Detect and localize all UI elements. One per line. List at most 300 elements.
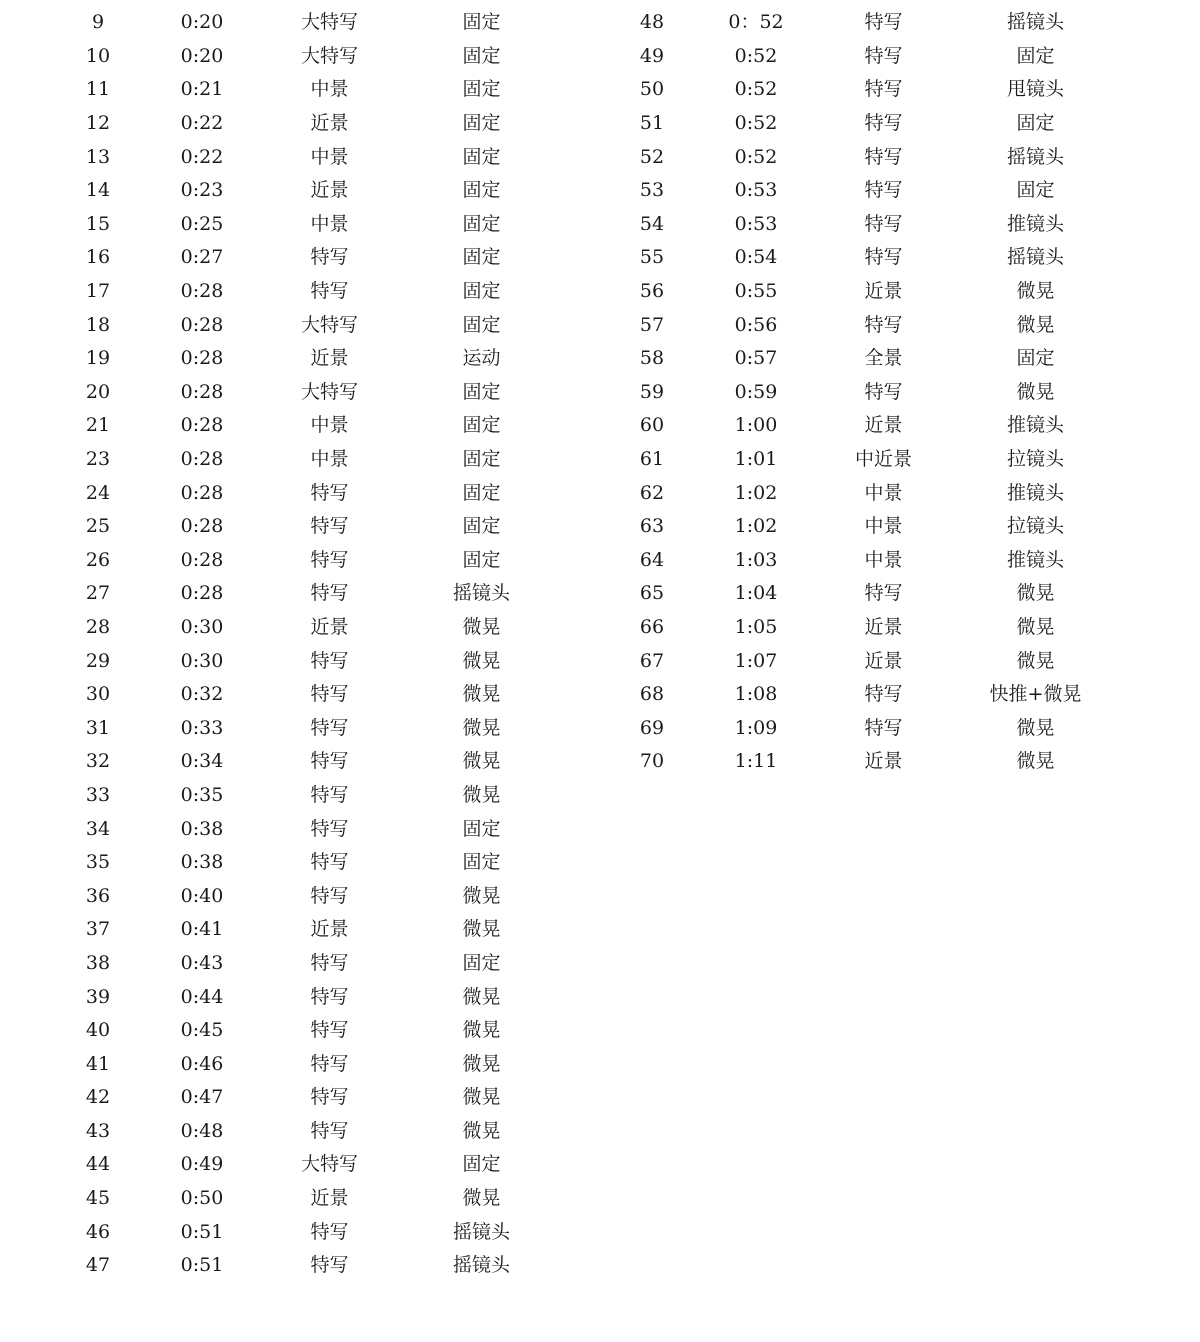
camera-movement-cell: 固定 [462, 280, 501, 303]
shot-size-cell: 中景 [310, 448, 349, 471]
table-row [44, 980, 556, 1014]
timecode-cell: 0:38 [180, 817, 224, 840]
camera-movement-cell: 拉镜头 [1006, 515, 1064, 538]
shot-size-cell: 特写 [310, 246, 349, 269]
table-row [44, 577, 556, 611]
shot-number-cell: 10 [85, 44, 111, 67]
camera-movement-cell: 固定 [1016, 44, 1055, 67]
table-row [44, 1014, 556, 1048]
table-row [44, 1249, 556, 1283]
camera-movement-cell: 微晃 [1016, 615, 1055, 638]
shot-number-cell: 64 [639, 548, 665, 571]
shot-size-cell: 中景 [310, 78, 349, 101]
camera-movement-cell: 微晃 [462, 884, 501, 907]
table-row [44, 174, 556, 208]
timecode-cell: 0:28 [180, 448, 224, 471]
shot-number-cell: 52 [639, 145, 665, 168]
timecode-cell: 1:03 [734, 548, 778, 571]
table-row [598, 208, 1110, 242]
table-row [44, 241, 556, 275]
shot-number-cell: 28 [85, 615, 111, 638]
camera-movement-cell: 微晃 [462, 1086, 501, 1109]
camera-movement-cell: 快推+微晃 [989, 683, 1082, 706]
shot-size-cell: 特写 [310, 1019, 349, 1042]
table-row [44, 1182, 556, 1216]
timecode-cell: 0:27 [180, 246, 224, 269]
timecode-cell: 0:21 [180, 78, 224, 101]
camera-movement-cell: 固定 [462, 515, 501, 538]
shot-size-cell: 中景 [864, 548, 903, 571]
shot-number-cell: 46 [85, 1220, 111, 1243]
camera-movement-cell: 微晃 [1016, 280, 1055, 303]
camera-movement-cell: 固定 [462, 11, 501, 34]
table-row [44, 342, 556, 376]
timecode-cell: 0:23 [180, 179, 224, 202]
camera-movement-cell: 微晃 [1016, 750, 1055, 773]
table-row [44, 544, 556, 578]
shot-number-cell: 51 [639, 112, 665, 135]
table-row [44, 308, 556, 342]
shot-number-cell: 32 [85, 750, 111, 773]
shot-number-cell: 50 [639, 78, 665, 101]
table-row [44, 711, 556, 745]
timecode-cell: 0:54 [734, 246, 778, 269]
shot-size-cell: 特写 [864, 582, 903, 605]
table-row [44, 208, 556, 242]
shot-size-cell: 特写 [310, 851, 349, 874]
camera-movement-cell: 固定 [1016, 347, 1055, 370]
shot-size-cell: 特写 [864, 11, 903, 34]
shot-number-cell: 63 [639, 515, 665, 538]
camera-movement-cell: 微晃 [462, 716, 501, 739]
shot-number-cell: 62 [639, 481, 665, 504]
timecode-cell: 0:30 [180, 649, 224, 672]
shot-size-cell: 近景 [310, 112, 349, 135]
table-row [44, 644, 556, 678]
timecode-cell: 1:04 [734, 582, 778, 605]
timecode-cell: 1:08 [734, 683, 778, 706]
camera-movement-cell: 固定 [462, 851, 501, 874]
shot-size-cell: 全景 [864, 347, 903, 370]
timecode-cell: 0:51 [180, 1220, 224, 1243]
timecode-cell: 1:09 [734, 716, 778, 739]
shot-size-cell: 近景 [864, 414, 903, 437]
shot-number-cell: 54 [639, 212, 665, 235]
table-row [44, 73, 556, 107]
shot-number-cell: 68 [639, 683, 665, 706]
shot-number-cell: 53 [639, 179, 665, 202]
timecode-cell: 0:46 [180, 1052, 224, 1075]
timecode-cell: 0:38 [180, 851, 224, 874]
table-row [598, 40, 1110, 74]
timecode-cell: 0:53 [734, 179, 778, 202]
shot-number-cell: 37 [85, 918, 111, 941]
shot-size-cell: 中景 [310, 414, 349, 437]
shot-number-cell: 23 [85, 448, 111, 471]
shot-size-cell: 大特写 [300, 11, 358, 34]
timecode-cell: 0:20 [180, 44, 224, 67]
shot-size-cell: 特写 [310, 582, 349, 605]
timecode-cell: 0:28 [180, 347, 224, 370]
shot-size-cell: 特写 [310, 985, 349, 1008]
camera-movement-cell: 固定 [462, 951, 501, 974]
shot-number-cell: 15 [85, 212, 111, 235]
shot-size-cell: 特写 [310, 548, 349, 571]
shot-number-cell: 20 [85, 380, 111, 403]
timecode-cell: 0:52 [734, 44, 778, 67]
shot-size-cell: 特写 [864, 212, 903, 235]
table-row [44, 376, 556, 410]
shot-number-cell: 43 [85, 1119, 111, 1142]
camera-movement-cell: 固定 [462, 414, 501, 437]
timecode-cell: 0:28 [180, 380, 224, 403]
camera-movement-cell: 推镜头 [1006, 481, 1064, 504]
timecode-cell: 0:30 [180, 615, 224, 638]
camera-movement-cell: 摇镜头 [1006, 246, 1064, 269]
shot-size-cell: 特写 [310, 716, 349, 739]
timecode-cell: 0:45 [180, 1019, 224, 1042]
shot-number-cell: 17 [85, 280, 111, 303]
table-row [44, 779, 556, 813]
table-row [598, 241, 1110, 275]
shot-size-cell: 特写 [864, 716, 903, 739]
shot-number-cell: 38 [85, 951, 111, 974]
camera-movement-cell: 固定 [462, 448, 501, 471]
shot-number-cell: 13 [85, 145, 111, 168]
timecode-cell: 0:43 [180, 951, 224, 974]
shot-number-cell: 35 [85, 851, 111, 874]
timecode-cell: 0:35 [180, 783, 224, 806]
shot-size-cell: 近景 [864, 280, 903, 303]
table-row [598, 443, 1110, 477]
table-row [598, 107, 1110, 141]
table-row [598, 73, 1110, 107]
shot-number-cell: 34 [85, 817, 111, 840]
camera-movement-cell: 固定 [462, 44, 501, 67]
shot-size-cell: 中景 [310, 212, 349, 235]
table-row [598, 745, 1110, 779]
timecode-cell: 0:22 [180, 112, 224, 135]
camera-movement-cell: 运动 [462, 347, 501, 370]
camera-movement-cell: 固定 [462, 179, 501, 202]
shot-number-cell: 42 [85, 1086, 111, 1109]
timecode-cell: 0:59 [734, 380, 778, 403]
table-row [598, 544, 1110, 578]
camera-movement-cell: 微晃 [462, 1052, 501, 1075]
shot-size-cell: 中近景 [854, 448, 912, 471]
shot-number-cell: 40 [85, 1019, 111, 1042]
camera-movement-cell: 微晃 [1016, 313, 1055, 336]
shot-size-cell: 近景 [310, 615, 349, 638]
camera-movement-cell: 微晃 [462, 750, 501, 773]
shot-size-cell: 特写 [864, 179, 903, 202]
table-row [598, 577, 1110, 611]
camera-movement-cell: 摇镜头 [452, 1254, 510, 1277]
table-row [44, 678, 556, 712]
table-row [598, 409, 1110, 443]
shot-number-cell: 11 [85, 78, 111, 101]
shot-size-cell: 大特写 [300, 1153, 358, 1176]
shot-size-cell: 特写 [310, 649, 349, 672]
shot-size-cell: 近景 [310, 347, 349, 370]
camera-movement-cell: 固定 [462, 313, 501, 336]
camera-movement-cell: 固定 [1016, 112, 1055, 135]
timecode-cell: 0:32 [180, 683, 224, 706]
shot-size-cell: 近景 [864, 649, 903, 672]
table-row [44, 913, 556, 947]
shot-size-cell: 大特写 [300, 380, 358, 403]
shot-size-cell: 特写 [310, 783, 349, 806]
camera-movement-cell: 微晃 [1016, 380, 1055, 403]
shot-size-cell: 近景 [310, 179, 349, 202]
table-row [44, 1115, 556, 1149]
timecode-cell: 0:49 [180, 1153, 224, 1176]
shot-number-cell: 14 [85, 179, 111, 202]
timecode-cell: 1:11 [734, 750, 778, 773]
shot-size-cell: 中景 [864, 515, 903, 538]
shot-number-cell: 41 [85, 1052, 111, 1075]
timecode-cell: 0:52 [734, 112, 778, 135]
shot-number-cell: 39 [85, 985, 111, 1008]
timecode-cell: 0:28 [180, 548, 224, 571]
camera-movement-cell: 固定 [462, 481, 501, 504]
shot-size-cell: 近景 [310, 918, 349, 941]
camera-movement-cell: 微晃 [1016, 716, 1055, 739]
timecode-cell: 0:33 [180, 716, 224, 739]
shot-number-cell: 9 [91, 11, 105, 34]
shot-size-cell: 近景 [864, 750, 903, 773]
table-row [598, 140, 1110, 174]
table-row [44, 1047, 556, 1081]
camera-movement-cell: 微晃 [462, 1019, 501, 1042]
table-row [598, 174, 1110, 208]
shot-number-cell: 36 [85, 884, 111, 907]
camera-movement-cell: 固定 [462, 78, 501, 101]
shot-number-cell: 59 [639, 380, 665, 403]
timecode-cell: 0:40 [180, 884, 224, 907]
timecode-cell: 0:50 [180, 1187, 224, 1210]
shot-size-cell: 近景 [310, 1187, 349, 1210]
camera-movement-cell: 固定 [462, 145, 501, 168]
timecode-cell: 0:28 [180, 481, 224, 504]
table-row [44, 947, 556, 981]
shot-number-cell: 31 [85, 716, 111, 739]
table-row [44, 107, 556, 141]
table-row [44, 275, 556, 309]
table-row [598, 611, 1110, 645]
camera-movement-cell: 固定 [462, 112, 501, 135]
table-row [598, 678, 1110, 712]
shot-size-cell: 近景 [864, 615, 903, 638]
shot-number-cell: 60 [639, 414, 665, 437]
shot-number-cell: 30 [85, 683, 111, 706]
shot-number-cell: 67 [639, 649, 665, 672]
table-row [44, 476, 556, 510]
shot-number-cell: 57 [639, 313, 665, 336]
timecode-cell: 0:56 [734, 313, 778, 336]
timecode-cell: 1:07 [734, 649, 778, 672]
shot-number-cell: 18 [85, 313, 111, 336]
timecode-cell: 0:28 [180, 414, 224, 437]
timecode-cell: 0:55 [734, 280, 778, 303]
shot-number-cell: 19 [85, 347, 111, 370]
shot-table-right [598, 6, 1110, 779]
timecode-cell: 1:02 [734, 515, 778, 538]
camera-movement-cell: 摇镜头 [452, 1220, 510, 1243]
camera-movement-cell: 固定 [462, 817, 501, 840]
shot-number-cell: 33 [85, 783, 111, 806]
camera-movement-cell: 微晃 [462, 615, 501, 638]
camera-movement-cell: 摇镜头 [1006, 11, 1064, 34]
table-row [44, 409, 556, 443]
timecode-cell: 0:25 [180, 212, 224, 235]
shot-size-cell: 大特写 [300, 313, 358, 336]
shot-number-cell: 48 [639, 11, 665, 34]
camera-movement-cell: 固定 [462, 1153, 501, 1176]
shot-size-cell: 特写 [310, 1052, 349, 1075]
shot-number-cell: 25 [85, 515, 111, 538]
timecode-cell: 1:05 [734, 615, 778, 638]
shot-size-cell: 特写 [864, 78, 903, 101]
timecode-cell: 0:44 [180, 985, 224, 1008]
shot-size-cell: 特写 [310, 817, 349, 840]
timecode-cell: 0:48 [180, 1119, 224, 1142]
table-row [598, 644, 1110, 678]
shot-size-cell: 特写 [310, 1254, 349, 1277]
timecode-cell: 0:57 [734, 347, 778, 370]
timecode-cell: 1:00 [734, 414, 778, 437]
shot-size-cell: 特写 [310, 1086, 349, 1109]
shot-number-cell: 21 [85, 414, 111, 437]
timecode-cell: 0:28 [180, 582, 224, 605]
shot-size-cell: 特写 [864, 44, 903, 67]
camera-movement-cell: 微晃 [462, 649, 501, 672]
camera-movement-cell: 固定 [462, 380, 501, 403]
timecode-cell: 0:20 [180, 11, 224, 34]
table-row [44, 510, 556, 544]
timecode-cell: 0:28 [180, 280, 224, 303]
table-row [44, 812, 556, 846]
camera-movement-cell: 固定 [462, 246, 501, 269]
shot-number-cell: 55 [639, 246, 665, 269]
camera-movement-cell: 摇镜头 [1006, 145, 1064, 168]
camera-movement-cell: 推镜头 [1006, 548, 1064, 571]
shot-number-cell: 27 [85, 582, 111, 605]
shot-size-cell: 大特写 [300, 44, 358, 67]
camera-movement-cell: 微晃 [462, 683, 501, 706]
table-row [44, 611, 556, 645]
shot-size-cell: 特写 [864, 246, 903, 269]
timecode-cell: 0:28 [180, 313, 224, 336]
camera-movement-cell: 摇镜头 [452, 582, 510, 605]
shot-size-cell: 中景 [310, 145, 349, 168]
camera-movement-cell: 微晃 [1016, 582, 1055, 605]
timecode-cell: 0:53 [734, 212, 778, 235]
shot-number-cell: 56 [639, 280, 665, 303]
table-row [598, 275, 1110, 309]
camera-movement-cell: 微晃 [462, 783, 501, 806]
table-row [44, 1215, 556, 1249]
shot-size-cell: 中景 [864, 481, 903, 504]
shot-size-cell: 特写 [864, 145, 903, 168]
camera-movement-cell: 微晃 [462, 1187, 501, 1210]
table-row [44, 6, 556, 40]
shot-size-cell: 特写 [310, 1220, 349, 1243]
shot-number-cell: 12 [85, 112, 111, 135]
table-row [598, 376, 1110, 410]
camera-movement-cell: 固定 [1016, 179, 1055, 202]
table-row [598, 510, 1110, 544]
shot-number-cell: 29 [85, 649, 111, 672]
shot-size-cell: 特写 [310, 683, 349, 706]
shot-number-cell: 24 [85, 481, 111, 504]
shot-number-cell: 66 [639, 615, 665, 638]
camera-movement-cell: 拉镜头 [1006, 448, 1064, 471]
timecode-cell: 0:34 [180, 750, 224, 773]
camera-movement-cell: 微晃 [462, 1119, 501, 1142]
shot-number-cell: 70 [639, 750, 665, 773]
shot-size-cell: 特写 [310, 280, 349, 303]
table-row [44, 140, 556, 174]
shot-number-cell: 49 [639, 44, 665, 67]
table-row [44, 879, 556, 913]
camera-movement-cell: 微晃 [1016, 649, 1055, 672]
shot-number-cell: 16 [85, 246, 111, 269]
shot-size-cell: 特写 [864, 380, 903, 403]
table-row [598, 6, 1110, 40]
timecode-cell: 0:47 [180, 1086, 224, 1109]
shot-size-cell: 特写 [864, 313, 903, 336]
shot-number-cell: 44 [85, 1153, 111, 1176]
camera-movement-cell: 固定 [462, 212, 501, 235]
table-row [598, 476, 1110, 510]
shot-size-cell: 特写 [310, 515, 349, 538]
camera-movement-cell: 甩镜头 [1006, 78, 1064, 101]
shot-size-cell: 特写 [864, 112, 903, 135]
camera-movement-cell: 推镜头 [1006, 212, 1064, 235]
timecode-cell: 0:41 [180, 918, 224, 941]
shot-size-cell: 特写 [310, 1119, 349, 1142]
timecode-cell: 0:28 [180, 515, 224, 538]
timecode-cell: 0：52 [728, 11, 784, 34]
timecode-cell: 0:52 [734, 145, 778, 168]
shot-number-cell: 69 [639, 716, 665, 739]
timecode-cell: 1:02 [734, 481, 778, 504]
shot-number-cell: 65 [639, 582, 665, 605]
table-row [598, 342, 1110, 376]
table-row [44, 40, 556, 74]
table-row [44, 1081, 556, 1115]
camera-movement-cell: 固定 [462, 548, 501, 571]
shot-number-cell: 47 [85, 1254, 111, 1277]
shot-size-cell: 特写 [310, 750, 349, 773]
shot-number-cell: 45 [85, 1187, 111, 1210]
table-row [598, 711, 1110, 745]
timecode-cell: 0:22 [180, 145, 224, 168]
camera-movement-cell: 推镜头 [1006, 414, 1064, 437]
table-row [598, 308, 1110, 342]
timecode-cell: 0:52 [734, 78, 778, 101]
shot-size-cell: 特写 [310, 884, 349, 907]
shot-number-cell: 26 [85, 548, 111, 571]
table-row [44, 443, 556, 477]
shot-size-cell: 特写 [310, 481, 349, 504]
table-row [44, 745, 556, 779]
shot-table-left [44, 6, 556, 1283]
timecode-cell: 1:01 [734, 448, 778, 471]
camera-movement-cell: 微晃 [462, 985, 501, 1008]
table-row [44, 1148, 556, 1182]
